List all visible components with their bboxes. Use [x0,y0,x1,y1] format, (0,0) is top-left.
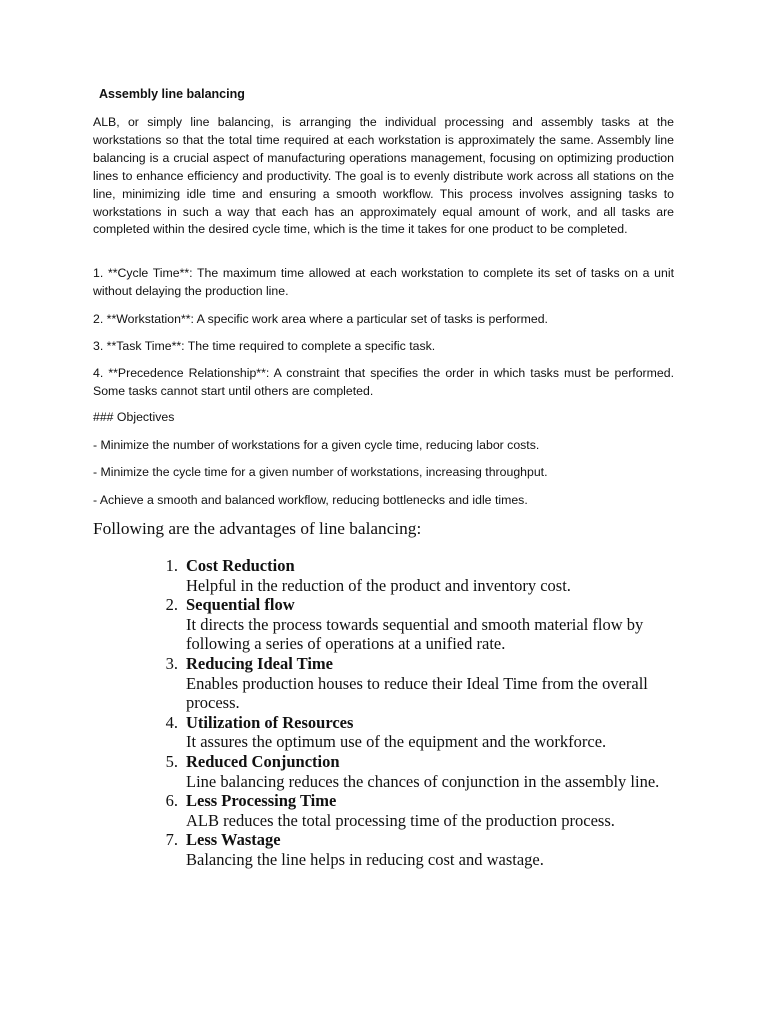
advantage-item-reducing-ideal-time [150,654,680,713]
advantage-body [178,752,680,791]
list-number: 1. [165,556,178,575]
list-number: 2. [165,595,178,615]
list-number: 5. [165,751,178,771]
advantage-item-less-processing-time [150,791,680,830]
advantages-heading: Following are the advantages of line balancing: [93,519,422,538]
objective-item: - Minimize the cycle time for a given number of workstations, increasing throughput. [93,465,548,479]
list-number: 6. [165,791,178,811]
advantage-title: Less Wastage [186,830,281,850]
advantage-body [178,654,680,713]
term-cycle-time: 1. **Cycle Time**: The maximum time allowed at each workstation to complete its set of tasks on a unit without delaying the production line. [93,266,674,298]
advantage-description: Helpful in the reduction of the product and inventory cost. [186,575,571,595]
term-task-time: 3. **Task Time**: The time required to complete a specific task. [93,339,436,353]
advantage-title: Reduced Conjunction [186,751,340,771]
advantage-body [178,556,680,595]
list-number: 3. [165,653,178,673]
objective-item: - Achieve a smooth and balanced workflow, reducing bottlenecks and idle times. [93,493,528,507]
advantage-description: Line balancing reduces the chances of conjunction in the assembly line. [186,771,660,791]
term-precedence-relationship: 4. **Precedence Relationship**: A constraint that specifies the order in which tasks must be performed. Some tasks cannot start until others are completed. [93,366,674,398]
advantage-description: It assures the optimum use of the equipment and the workforce. [186,732,607,752]
advantage-description: It directs the process towards sequential and smooth material flow by following a series of operations at a unified rate. [186,614,644,654]
advantage-description: Enables production houses to reduce their Ideal Time from the overall process. [186,673,648,713]
advantage-item-sequential-flow [150,595,680,654]
advantage-description: Balancing the line helps in reducing cost and wastage. [186,849,544,869]
advantage-title: Less Processing Time [186,791,337,811]
intro-paragraph: ALB, or simply line balancing, is arranging the individual processing and assembly tasks at the workstations so that the total time required at each workstation is approximately the same. Assembly line balancing is a crucial aspect of manufacturing operations management, focusing on optimizing production lines to enhance efficiency and productivity. The goal is to evenly distribute work across all stations on the line, minimizing idle time and ensuring a smooth workflow. This process involves assigning tasks to workstations in such a way that each has an approximately equal amount of work, and all tasks are completed within the desired cycle time, which is the time it takes for one product to be completed. [93,115,674,237]
objectives-heading: ### Objectives [93,410,175,424]
list-number: 7. [165,830,178,850]
advantage-description: ALB reduces the total processing time of the production process. [186,810,615,830]
advantage-item-reduced-conjunction [150,752,680,791]
advantage-title: Reducing Ideal Time [186,653,333,673]
advantage-item-cost-reduction [150,556,680,595]
term-workstation: 2. **Workstation**: A specific work area where a particular set of tasks is performed. [93,312,548,326]
advantage-body [178,595,680,654]
advantage-item-utilization-of-resources [150,713,680,752]
document-title: Assembly line balancing [99,87,245,101]
objective-item: - Minimize the number of workstations for a given cycle time, reducing labor costs. [93,438,540,452]
advantages-list [150,556,680,870]
advantage-title: Utilization of Resources [186,712,354,732]
advantage-title: Cost Reduction [186,556,295,575]
advantage-title: Sequential flow [186,595,295,615]
advantage-body [178,791,680,830]
advantage-body [178,713,680,752]
advantage-item-less-wastage [150,830,680,869]
advantage-body [178,830,680,869]
list-number: 4. [165,712,178,732]
